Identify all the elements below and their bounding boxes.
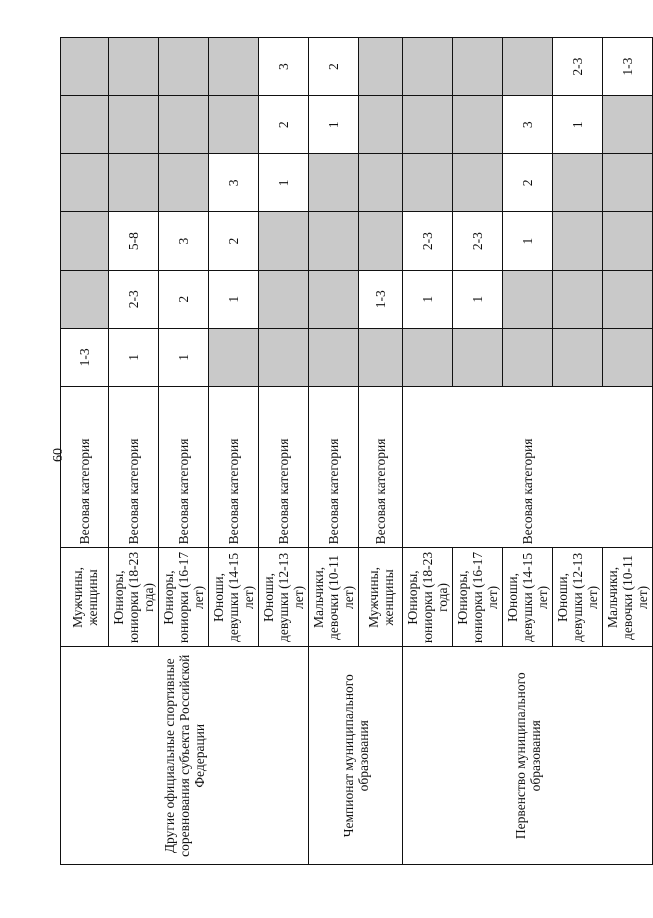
place-cell	[453, 328, 503, 386]
place-cell	[259, 270, 309, 328]
table-row	[403, 38, 453, 865]
age-group-cell: Юноши, девушки (14-15 лет)	[503, 548, 553, 647]
place-cell	[309, 270, 359, 328]
page-number: 60	[51, 448, 66, 462]
place-cell	[159, 38, 209, 96]
place-cell	[403, 96, 453, 154]
place-cell: 3	[159, 212, 209, 270]
age-group-cell: Юноши, девушки (14-15 лет)	[209, 548, 259, 647]
place-cell	[603, 270, 653, 328]
table-row	[61, 38, 109, 865]
place-cell	[109, 154, 159, 212]
place-cell	[603, 96, 653, 154]
place-cell	[61, 270, 109, 328]
weight-category-cell: Весовая категория	[403, 386, 653, 548]
place-cell	[553, 154, 603, 212]
place-cell: 1	[309, 96, 359, 154]
place-cell	[553, 328, 603, 386]
place-cell: 1	[553, 96, 603, 154]
place-cell	[159, 96, 209, 154]
age-group-cell: Мужчины, женщины	[61, 548, 109, 647]
weight-category-cell: Весовая категория	[109, 386, 159, 548]
place-cell: 1	[453, 270, 503, 328]
place-cell	[453, 38, 503, 96]
table-body	[61, 38, 653, 865]
place-cell: 2	[259, 96, 309, 154]
place-cell: 2-3	[453, 212, 503, 270]
place-cell	[403, 154, 453, 212]
place-cell: 1	[403, 270, 453, 328]
age-group-cell: Юноши, девушки (12-13 лет)	[259, 548, 309, 647]
table-row	[309, 38, 359, 865]
place-cell	[61, 154, 109, 212]
place-cell	[259, 328, 309, 386]
place-cell	[109, 38, 159, 96]
age-group-cell: Юниоры, юниорки (16-17 лет)	[159, 548, 209, 647]
place-cell	[553, 270, 603, 328]
weight-category-cell: Весовая категория	[61, 386, 109, 548]
age-group-cell: Мальчики, девочки (10-11 лет)	[603, 548, 653, 647]
place-cell: 3	[259, 38, 309, 96]
place-cell	[603, 328, 653, 386]
weight-category-cell: Весовая категория	[259, 386, 309, 548]
place-cell	[403, 328, 453, 386]
place-cell	[603, 154, 653, 212]
place-cell	[159, 154, 209, 212]
weight-category-cell: Весовая категория	[359, 386, 403, 548]
place-cell	[309, 212, 359, 270]
place-cell: 2-3	[553, 38, 603, 96]
place-cell	[553, 212, 603, 270]
place-cell: 2	[309, 38, 359, 96]
place-cell: 2	[503, 154, 553, 212]
place-cell	[503, 38, 553, 96]
place-cell	[359, 328, 403, 386]
rotated-table-wrapper	[60, 37, 650, 865]
place-cell	[309, 154, 359, 212]
place-cell: 2-3	[109, 270, 159, 328]
place-cell	[209, 328, 259, 386]
age-group-cell: Мужчины, женщины	[359, 548, 403, 647]
place-cell: 1	[159, 328, 209, 386]
place-cell	[309, 328, 359, 386]
place-cell	[403, 38, 453, 96]
place-cell	[109, 96, 159, 154]
place-cell	[259, 212, 309, 270]
place-cell	[503, 270, 553, 328]
competition-table	[60, 37, 653, 865]
place-cell: 3	[209, 154, 259, 212]
place-cell: 3	[503, 96, 553, 154]
place-cell	[453, 96, 503, 154]
age-group-cell: Юноши, девушки (12-13 лет)	[553, 548, 603, 647]
place-cell: 1	[109, 328, 159, 386]
place-cell	[61, 96, 109, 154]
place-cell	[359, 96, 403, 154]
place-cell: 1	[209, 270, 259, 328]
weight-category-cell: Весовая категория	[309, 386, 359, 548]
place-cell	[209, 38, 259, 96]
competition-name-cell: Чемпионат муниципального образования	[309, 647, 403, 865]
place-cell: 1	[503, 212, 553, 270]
place-cell	[61, 212, 109, 270]
age-group-cell: Юниоры, юниорки (18-23 года)	[403, 548, 453, 647]
place-cell	[453, 154, 503, 212]
age-group-cell: Мальчики, девочки (10-11 лет)	[309, 548, 359, 647]
place-cell	[61, 38, 109, 96]
place-cell: 1-3	[603, 38, 653, 96]
place-cell	[503, 328, 553, 386]
place-cell	[359, 38, 403, 96]
place-cell: 1-3	[359, 270, 403, 328]
place-cell: 2	[209, 212, 259, 270]
place-cell: 1-3	[61, 328, 109, 386]
age-group-cell: Юниоры, юниорки (16-17 лет)	[453, 548, 503, 647]
place-cell: 2	[159, 270, 209, 328]
weight-category-cell: Весовая категория	[209, 386, 259, 548]
place-cell: 2-3	[403, 212, 453, 270]
weight-category-cell: Весовая категория	[159, 386, 209, 548]
place-cell	[209, 96, 259, 154]
place-cell	[603, 212, 653, 270]
place-cell: 1	[259, 154, 309, 212]
place-cell: 5-8	[109, 212, 159, 270]
age-group-cell: Юниоры, юниорки (18-23 года)	[109, 548, 159, 647]
competition-name-cell: Другие официальные спортивные соревнования субъекта Российской Федерации	[61, 647, 309, 865]
place-cell	[359, 212, 403, 270]
place-cell	[359, 154, 403, 212]
competition-name-cell: Первенство муниципального образования	[403, 647, 653, 865]
